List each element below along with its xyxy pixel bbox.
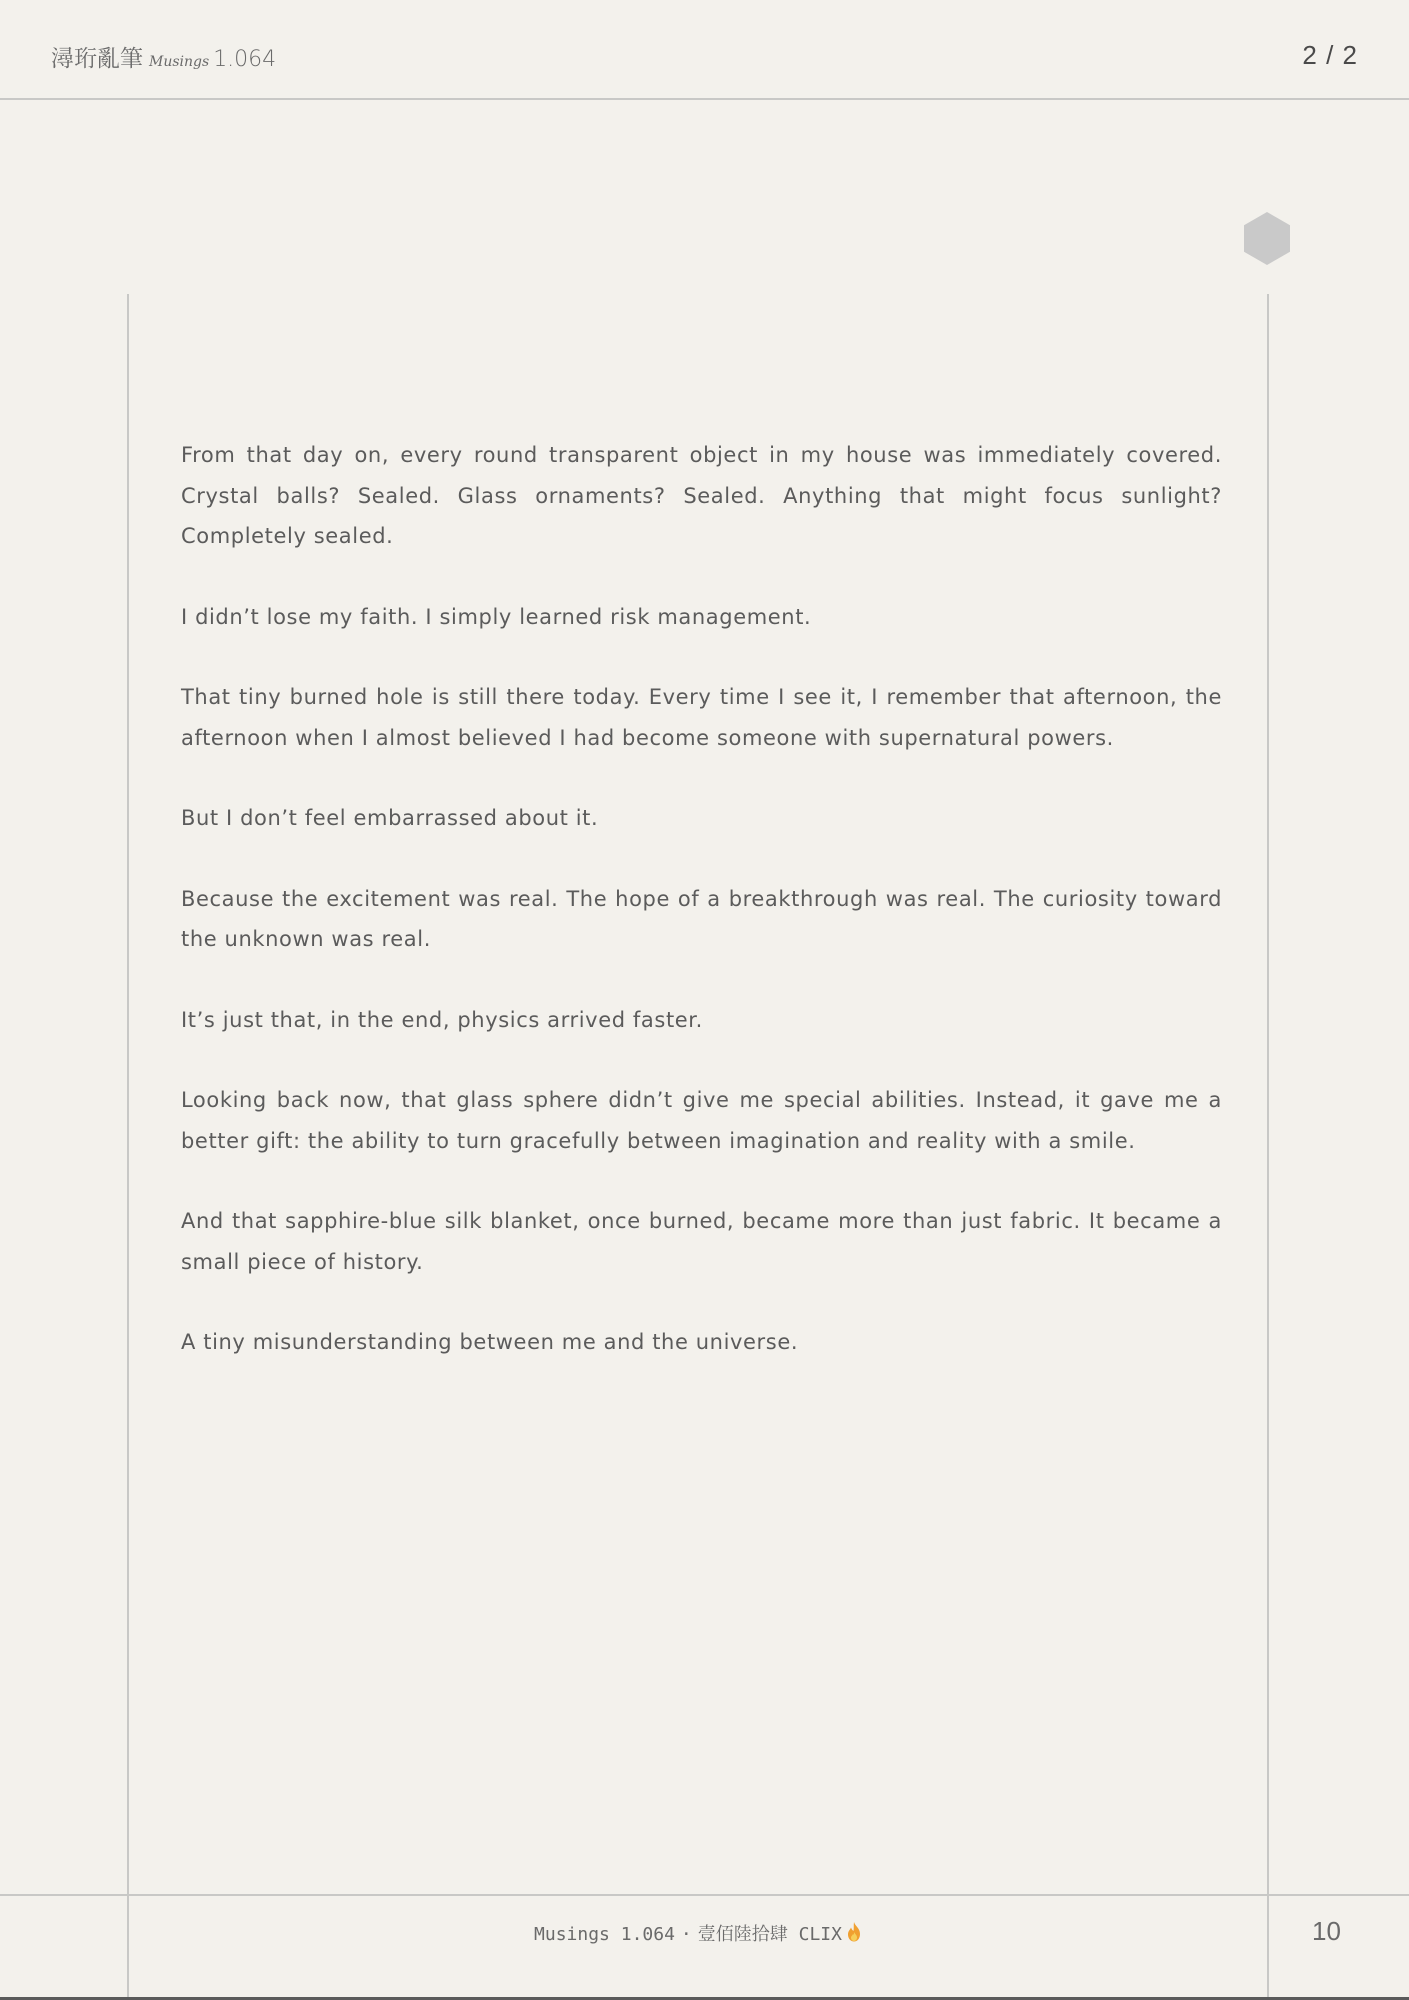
brand-cjk-title: 潯珩亂筆 <box>51 46 143 72</box>
page-header <box>0 0 1409 100</box>
paragraph: Because the excitement was real. The hope of a breakthrough was real. The curiosity toward the unknown was real. <box>181 886 1222 951</box>
footer-separator: · <box>680 1924 692 1945</box>
left-margin-rule <box>127 294 129 2000</box>
article-body <box>181 435 1222 1403</box>
footer-series: Musings 1.064 <box>534 1924 675 1945</box>
paragraph: It’s just that, in the end, physics arrived faster. <box>181 1007 703 1032</box>
footer-chinese-numeral: 壹佰陸拾肆 <box>697 1924 788 1945</box>
fire-icon <box>846 1922 862 1947</box>
footer-roman: CLIX <box>798 1924 842 1945</box>
brand-number: 1.064 <box>213 47 277 72</box>
footer-rule <box>0 1894 1409 1896</box>
right-margin-rule <box>1267 294 1269 2000</box>
paragraph: But I don’t feel embarrassed about it. <box>181 806 599 830</box>
page-number: 10 <box>1312 1916 1341 1946</box>
paragraph: And that sapphire-blue silk blanket, once burned, became more than just fabric. It became a small piece of history. <box>181 1209 1222 1274</box>
paragraph: Looking back now, that glass sphere didn’t give me special abilities. Instead, it gave me a better gift: the ability to turn gracefully between imagination and reality with a smile. <box>181 1088 1222 1153</box>
paragraph: I didn’t lose my faith. I simply learned risk management. <box>181 604 812 629</box>
paragraph: A tiny misunderstanding between me and the universe. <box>181 1330 799 1354</box>
brand-title <box>51 40 276 73</box>
brand-word: Musings <box>149 54 210 70</box>
paragraph: From that day on, every round transparent object in my house was immediately covered. Crystal balls? Sealed. Glass ornaments? Sealed. Anything that might focus sunlight? Completely sealed. <box>181 443 1222 548</box>
page-indicator: 2 / 2 <box>1302 40 1358 70</box>
footer-caption <box>129 1920 1267 1947</box>
paragraph: That tiny burned hole is still there today. Every time I see it, I remember that afternoon, the afternoon when I almost believed I had become someone with supernatural powers. <box>181 685 1222 750</box>
hexagon-icon <box>1244 212 1290 265</box>
